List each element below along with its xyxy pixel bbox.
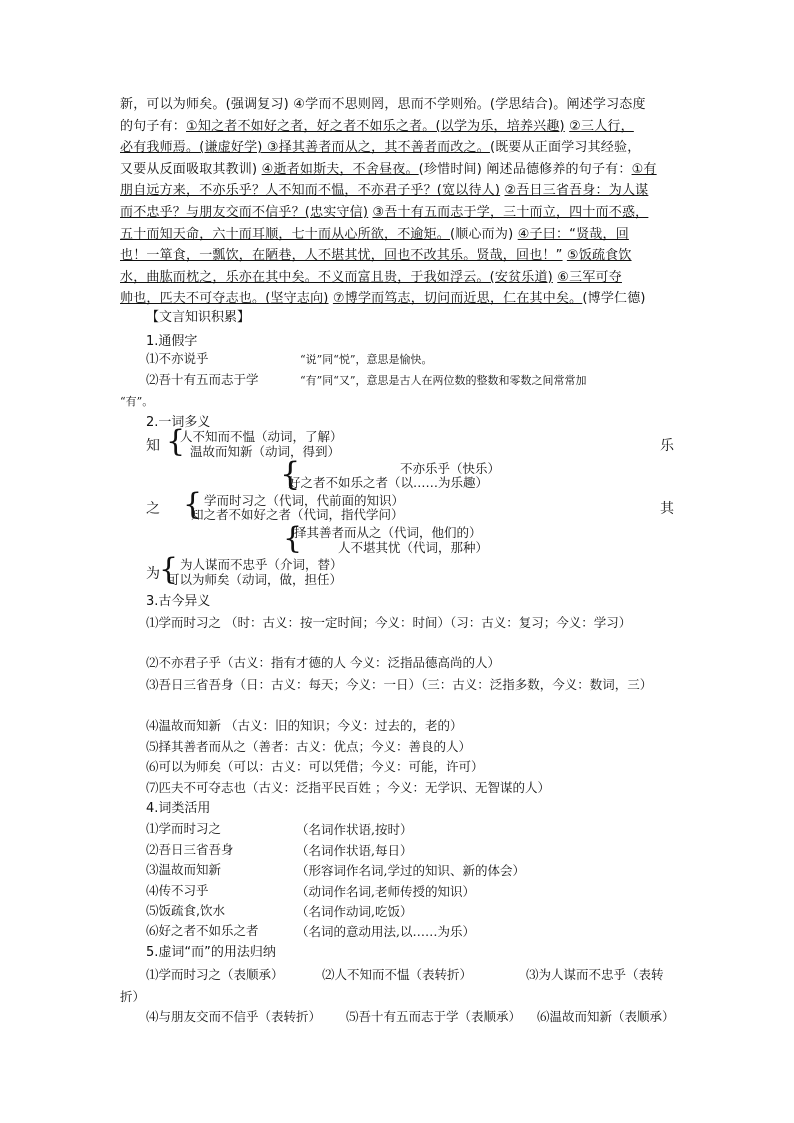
polysemy-qi-1: 择其善者而从之（代词，他们的）	[294, 525, 482, 540]
s3-item-5: ⑸择其善者而从之（善者：古义：优点；今义：善良的人）	[146, 739, 472, 754]
s5-a1: ⑴学而时习之（表顺承）	[146, 967, 284, 982]
brace-qi: {	[283, 521, 303, 556]
intro-line	[120, 159, 680, 181]
intro-line	[120, 116, 680, 138]
intro-line	[120, 202, 680, 224]
s4-item-1: ⑴学而时习之	[146, 821, 222, 836]
intro-underlined-text: ②三人行，	[569, 118, 634, 134]
s4-item-5-note: （名词作动词,吃饭）	[296, 904, 413, 919]
intro-text: (顺心而为)	[450, 226, 518, 242]
s3-item-2: ⑵不亦君子乎（古义：指有才德的人 今义：泛指品德高尚的人）	[146, 655, 500, 670]
intro-underlined-text: 五十而知天命，六十而耳顺，七十而从心所欲，不逾矩。	[120, 226, 451, 242]
polysemy-le-1: 不亦乐乎（快乐）	[400, 461, 501, 476]
intro-underlined-text: ③吾十有五而志于学，三十而立，四十而不惑，	[372, 204, 649, 220]
intro-underlined-text: ②吾日三省吾身：为人谋	[504, 183, 649, 199]
polysemy-zhi2-char: 之	[146, 501, 160, 517]
polysemy-qi-char: 其	[660, 501, 674, 517]
s1-title: 1.通假字	[146, 334, 198, 349]
s3-item-7: ⑺匹夫不可夺志也（古义：泛指平民百姓 ；今义：无学识、无智谋的人）	[146, 780, 550, 795]
intro-line	[120, 94, 680, 116]
polysemy-zhi-2: 温故而知新（动词，得到）	[190, 444, 341, 459]
s4-item-5: ⑸饭疏食,饮水	[146, 903, 225, 918]
s5-b1: ⑷与朋友交而不信乎（表转折）	[146, 1009, 322, 1024]
intro-text: 又要从反面吸取其教训)	[120, 161, 262, 177]
intro-text: (博学仁德)	[582, 291, 646, 307]
intro-underlined-text: 帅也，匹夫不可夺志也。(坚守志向)	[120, 291, 329, 307]
intro-line	[120, 137, 680, 159]
s4-item-6: ⑹好之者不如乐之者	[146, 923, 259, 938]
s3-item-1: ⑴学而时习之 （时：古义：按一定时间；今义：时间）（习：古义：复习；今义：学习）	[146, 615, 632, 630]
intro-underlined-text: 也！一箪食，一瓢饮，在陋巷，人不堪其忧，回也不改其乐。贤哉，回也！”	[120, 248, 563, 264]
polysemy-wei-2: 可以为师矣（动词，做，担任）	[167, 572, 343, 587]
s5-a3: ⑶为人谋而不忠乎（表转	[526, 967, 664, 982]
s4-item-6-note: （名词的意动用法,以……为乐）	[296, 924, 475, 939]
s3-item-6: ⑹可以为师矣（可以：古义：可以凭借；今义：可能，许可）	[146, 759, 484, 774]
intro-underlined-text: ④子曰：“贤哉，回	[517, 226, 629, 242]
intro-text: 新，可以为师矣。(强调复习) ④学而不思则罔，思而不学则殆。(学思结合)。阐述学习态度	[120, 97, 646, 112]
s3-title: 3.古今异义	[146, 594, 211, 609]
intro-underlined-text: 必有我师焉。(谦虚好学) ③择其善者而从之，其不善者而改之。	[120, 140, 490, 156]
polysemy-wei-1: 为人谋而不忠乎（介词，替）	[180, 557, 343, 572]
polysemy-zhi2-2: 知之者不如好之者（代词，指代学问）	[191, 507, 404, 522]
intro-underlined-text: ⑦博学而笃志，切问而近思，仁在其中矣。	[332, 291, 583, 307]
s4-item-2-note: （名词作状语,每日）	[296, 843, 413, 858]
intro-underlined-text: ⑥三军可夺	[557, 269, 622, 285]
s1-item-1-phrase: ⑴不亦说乎	[146, 351, 209, 366]
section-title: 【文言知识积累】	[146, 310, 251, 325]
intro-line	[120, 288, 680, 310]
s5-title: 5.虚词“而”的用法归纳	[146, 945, 276, 960]
s1-item-2-note: “有”同“又”，意思是古人在两位数的整数和零数之间常常加	[300, 374, 587, 387]
s4-title: 4.词类活用	[146, 801, 211, 816]
s4-item-3-note: （形容词作名词,学过的知识、新的体会）	[296, 863, 525, 878]
polysemy-zhi2-1: 学而时习之（代词，代前面的知识）	[204, 493, 405, 508]
s4-item-3: ⑶温故而知新	[146, 862, 222, 877]
s5-b3: ⑹温故而知新（表顺承）	[537, 1009, 675, 1024]
polysemy-wei-char: 为	[146, 566, 160, 582]
brace-wei: {	[159, 552, 179, 587]
brace-zhi: {	[166, 424, 186, 459]
brace-zhi2: {	[183, 487, 203, 522]
intro-line	[120, 224, 680, 246]
s4-item-1-note: （名词作状语,按时）	[296, 822, 413, 837]
s4-item-4: ⑷传不习乎	[146, 883, 209, 898]
intro-line	[120, 267, 680, 289]
polysemy-qi-2: 人不堪其忧（代词，那种）	[338, 540, 489, 555]
s1-item-2-cont: “有”。	[120, 395, 154, 408]
intro-text: (既要从正面学习其经验，	[489, 140, 641, 156]
intro-underlined-text: 而不忠乎？与朋友交而不信乎？(忠实守信)	[120, 204, 369, 220]
s5-a2: ⑵人不知而不愠（表转折）	[322, 967, 473, 982]
intro-text: 的句子有：	[120, 118, 187, 134]
polysemy-le-2: 好之者不如乐之者（以……为乐趣）	[288, 475, 489, 490]
polysemy-zhi-1: 人不知而不愠（动词，了解）	[180, 429, 343, 444]
intro-underlined-text: ①知之者不如好之者，好之者不如乐之者。(以学为乐，培养兴趣)	[186, 118, 565, 134]
s1-item-1	[146, 350, 209, 368]
intro-paragraph	[120, 94, 680, 310]
s3-item-4: ⑷温故而知新 （古义：旧的知识；今义：过去的，老的）	[146, 718, 463, 733]
intro-underlined-text: ①有	[631, 161, 657, 177]
s1-item-2: ⑵吾十有五而志于学	[146, 372, 259, 387]
intro-text: (珍惜时间) 阐述品德修养的句子有：	[418, 161, 632, 177]
intro-underlined-text: 水，曲肱而枕之，乐亦在其中矣。不义而富且贵，于我如浮云。(安贫乐道)	[120, 269, 553, 285]
s4-item-2: ⑵吾日三省吾身	[146, 842, 234, 857]
intro-underlined-text: ⑤饭疏食饮	[566, 248, 632, 264]
s1-item-1-note: “说”同“悦”，意思是愉快。	[300, 353, 433, 366]
intro-line	[120, 180, 680, 202]
brace-le: {	[280, 455, 301, 493]
polysemy-zhi-char: 知	[146, 438, 160, 454]
s3-item-3: ⑶吾日三省吾身（日：古义：每天；今义：一日）（三：古义：泛指多数，今义：数词，三）	[146, 677, 653, 692]
s5-a3-cont: 折）	[120, 989, 146, 1004]
intro-underlined-text: 朋自远方来，不亦乐乎？人不知而不愠，不亦君子乎？(宽以待人)	[120, 183, 501, 199]
polysemy-le-char: 乐	[660, 438, 674, 454]
s5-b2: ⑸吾十有五而志于学（表顺承）	[346, 1009, 522, 1024]
intro-underlined-text: ④逝者如斯夫，不舍昼夜。	[261, 161, 419, 177]
s4-item-4-note: （动词作名词,老师传授的知识）	[296, 884, 475, 899]
intro-line	[120, 245, 680, 267]
s2-title: 2.一词多义	[146, 415, 211, 430]
